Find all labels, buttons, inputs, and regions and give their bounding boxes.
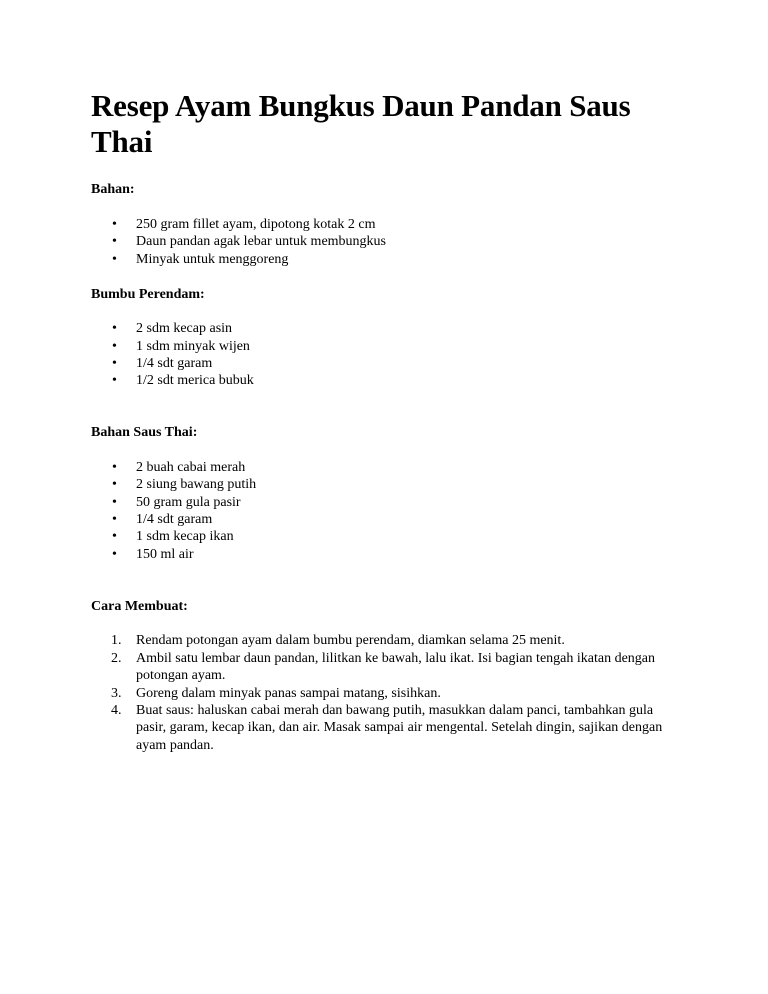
list-item: • 1 sdm minyak wijen [112,338,250,354]
bullet-icon: • [112,477,117,493]
list-item: • Daun pandan agak lebar untuk membungkus [112,234,386,250]
ingredient-list-saus-thai [91,459,681,563]
list-item: • 1/4 sdt garam [112,512,213,528]
bullet-icon: • [112,373,117,389]
section-heading-bahan: Bahan: [91,182,135,197]
list-item: 1. Rendam potongan ayam dalam bumbu perendam, diamkan selama 25 menit. [111,633,565,649]
document-page [91,88,681,754]
step-number: 2. [111,650,122,666]
list-item: • 1 sdm kecap ikan [112,529,234,545]
section-heading-cara-membuat: Cara Membuat: [91,599,188,615]
list-item: • 2 siung bawang putih [112,477,257,493]
bullet-icon: • [112,251,117,267]
list-item: • 150 ml air [112,546,194,562]
ingredient-list-bumbu-perendam [91,320,681,390]
bullet-icon: • [112,529,117,545]
list-item: • 2 sdm kecap asin [112,321,233,337]
list-item: 2. Ambil satu lembar daun pandan, lilitkan ke bawah, lalu ikat. Isi bagian tengah ikatan dengan potongan ayam. [111,650,656,684]
bullet-icon: • [112,459,117,475]
section-heading-bahan-saus-thai: Bahan Saus Thai: [91,424,198,440]
bullet-icon: • [112,217,117,232]
recipe-title: Resep Ayam Bungkus Daun Pandan Saus Thai [91,88,631,159]
list-item: • 1/2 sdt merica bubuk [112,373,254,389]
step-number: 1. [111,633,122,649]
bullet-icon: • [112,338,117,354]
method-steps-list [91,632,681,754]
list-item: • 50 gram gula pasir [112,494,241,510]
bullet-icon: • [112,546,117,562]
list-item: 4. Buat saus: haluskan cabai merah dan bawang putih, masukkan dalam panci, tambahkan gula pasir, garam, kecap ikan, dan air. Masak sampai air mengental. Setelah dingin, sajikan dengan ayam pandan. [111,702,663,753]
ingredient-list-bahan [91,216,681,268]
bullet-icon: • [112,234,117,250]
bullet-icon: • [112,356,117,372]
list-item: • Minyak untuk menggoreng [112,251,289,267]
list-item: • 250 gram fillet ayam, dipotong kotak 2 cm [112,217,376,232]
section-heading-bumbu-perendam: Bumbu Perendam: [91,287,205,303]
list-item: • 1/4 sdt garam [112,356,213,372]
bullet-icon: • [112,494,117,510]
bullet-icon: • [112,512,117,528]
list-item: 3. Goreng dalam minyak panas sampai matang, sisihkan. [111,685,441,701]
step-number: 4. [111,702,122,718]
bullet-icon: • [112,321,117,337]
step-number: 3. [111,685,122,701]
list-item: • 2 buah cabai merah [112,459,246,475]
